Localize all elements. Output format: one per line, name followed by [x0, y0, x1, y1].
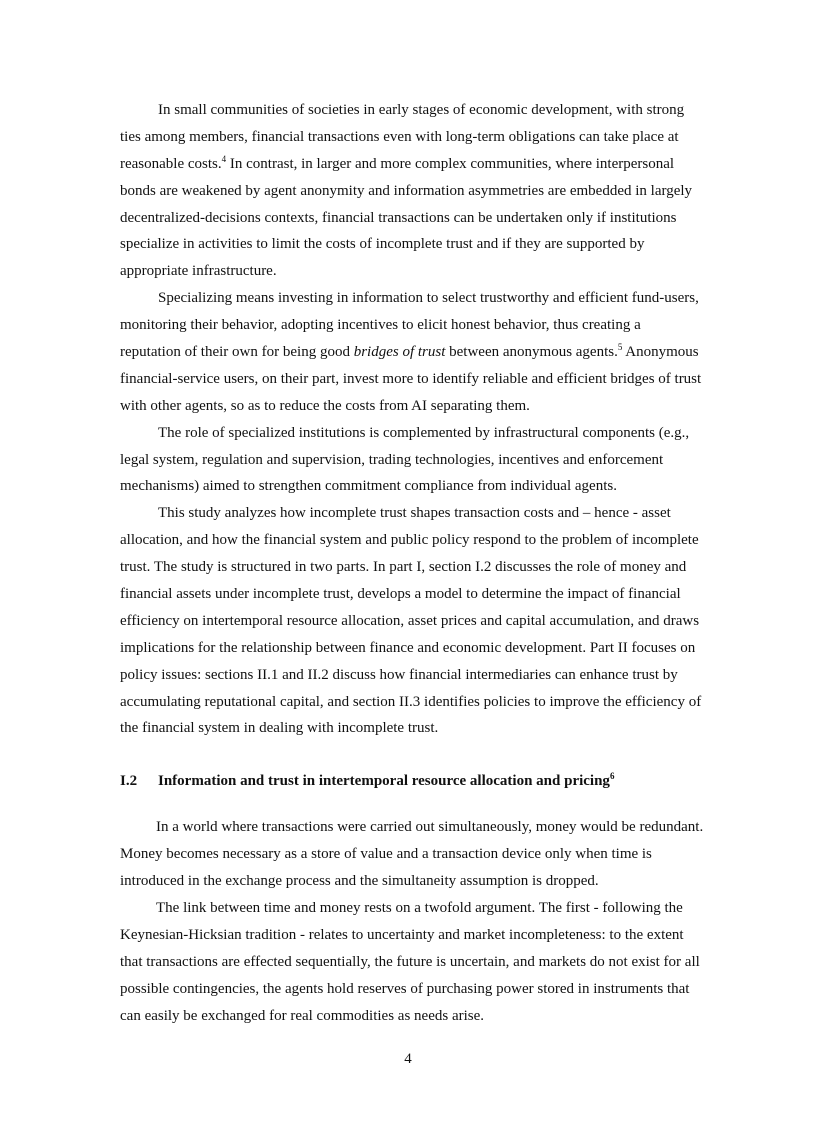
text: can easily be exchanged for real commodities as needs arise.	[120, 1007, 485, 1024]
section-body	[120, 814, 704, 1029]
text-line	[120, 635, 700, 662]
text: financial-service users, on their part, invest more to identify reliable and efficient bridges of trust	[120, 370, 702, 387]
text-line	[120, 895, 700, 922]
text-line	[120, 393, 700, 420]
text-line	[120, 473, 700, 500]
text-line	[120, 151, 700, 178]
text-line	[120, 447, 700, 474]
text: The link between time and money rests on a twofold argument. The first - following the	[156, 899, 683, 916]
paragraph	[120, 814, 704, 895]
text-line	[120, 1003, 700, 1030]
text-line	[120, 205, 700, 232]
text: reasonable costs.	[120, 155, 222, 172]
text: policy issues: sections II.1 and II.2 discuss how financial intermediaries can enhance trust by	[120, 666, 678, 683]
text: Specializing means investing in information to select trustworthy and efficient fund-users,	[158, 290, 699, 307]
page-number: 4	[404, 1051, 412, 1067]
text-line	[120, 976, 700, 1003]
text: mechanisms) aimed to strengthen commitment compliance from individual agents.	[120, 478, 617, 495]
text-line	[120, 366, 700, 393]
text-line	[120, 662, 700, 689]
text: In a world where transactions were carried out simultaneously, money would be redundant.	[156, 819, 704, 836]
text-line	[120, 420, 700, 447]
text: between anonymous agents.	[445, 344, 618, 361]
footnote-ref: 6	[609, 771, 615, 782]
paragraph	[120, 97, 700, 285]
text: Keynesian-Hicksian tradition - relates to uncertainty and market incompleteness: to the extent	[120, 926, 684, 943]
text-line	[120, 97, 700, 124]
text: possible contingencies, the agents hold reserves of purchasing power stored in instruments that	[120, 980, 690, 997]
text: The role of specialized institutions is complemented by infrastructural components (e.g.,	[158, 424, 690, 441]
text-line	[120, 312, 700, 339]
text: that transactions are effected sequentially, the future is uncertain, and markets do not exist for all	[120, 953, 700, 970]
paragraph	[120, 285, 700, 419]
text-line	[120, 581, 700, 608]
text-line	[120, 949, 700, 976]
section-number: I.2	[120, 773, 138, 790]
text-line	[120, 500, 700, 527]
text: allocation, and how the financial system and public policy respond to the problem of incomplete	[120, 532, 699, 549]
text: specialize in activities to limit the costs of incomplete trust and if they are supported by	[120, 236, 645, 253]
footnote-ref: 5	[617, 342, 623, 353]
text-line	[120, 689, 700, 716]
text-line	[120, 231, 700, 258]
text: Anonymous	[622, 344, 699, 361]
text: implications for the relationship between finance and economic development. Part II focuses on	[120, 639, 696, 656]
text-line	[120, 178, 700, 205]
text: trust. The study is structured in two parts. In part I, section I.2 discusses the role of money and	[120, 559, 687, 576]
intro-section	[120, 97, 700, 742]
text-line	[120, 258, 700, 285]
text-line	[120, 608, 700, 635]
text-line	[120, 715, 700, 742]
text-line	[120, 868, 700, 895]
text-line	[120, 814, 704, 841]
text: efficiency on intertemporal resource allocation, asset prices and capital accumulation, and draws	[120, 612, 700, 629]
text: ties among members, financial transactions even with long-term obligations can take place at	[120, 128, 679, 145]
text: In contrast, in larger and more complex communities, where interpersonal	[226, 155, 675, 172]
text: monitoring their behavior, adopting incentives to elicit honest behavior, thus creating a	[120, 317, 641, 334]
text: financial assets under incomplete trust, develops a model to determine the impact of financial	[120, 586, 681, 603]
italic-text: bridges of trust	[353, 344, 446, 361]
section-heading	[120, 768, 700, 795]
text: In small communities of societies in early stages of economic development, with strong	[158, 102, 685, 118]
text: decentralized-decisions contexts, financial transactions can be undertaken only if institutions	[120, 209, 677, 226]
paragraph	[120, 895, 700, 1029]
text-line	[120, 841, 700, 868]
text: appropriate infrastructure.	[120, 263, 277, 280]
paragraph	[120, 500, 700, 742]
text: introduced in the exchange process and the simultaneity assumption is dropped.	[120, 873, 599, 890]
footnote-ref: 4	[221, 153, 227, 164]
text: with other agents, so as to reduce the costs from AI separating them.	[120, 397, 530, 414]
text: This study analyzes how incomplete trust shapes transaction costs and – hence - asset	[158, 505, 671, 522]
text: legal system, regulation and supervision, trading technologies, incentives and enforcement	[120, 451, 664, 468]
text: bonds are weakened by agent anonymity and information asymmetries are embedded in largely	[120, 182, 693, 199]
text-line	[120, 285, 700, 312]
section-title: Information and trust in intertemporal resource allocation and pricing	[158, 773, 610, 790]
text: reputation of their own for being good	[120, 344, 354, 361]
paragraph	[120, 420, 700, 501]
text-line	[120, 554, 700, 581]
text-line	[120, 527, 700, 554]
text: the financial system in dealing with incomplete trust.	[120, 720, 439, 737]
text: Money becomes necessary as a store of value and a transaction device only when time is	[120, 846, 652, 863]
text-line	[120, 922, 700, 949]
text: accumulating reputational capital, and section II.3 identifies policies to improve the efficiency of	[120, 693, 702, 710]
text-line	[120, 339, 700, 366]
page-body	[120, 97, 704, 1029]
text-line	[120, 124, 700, 151]
